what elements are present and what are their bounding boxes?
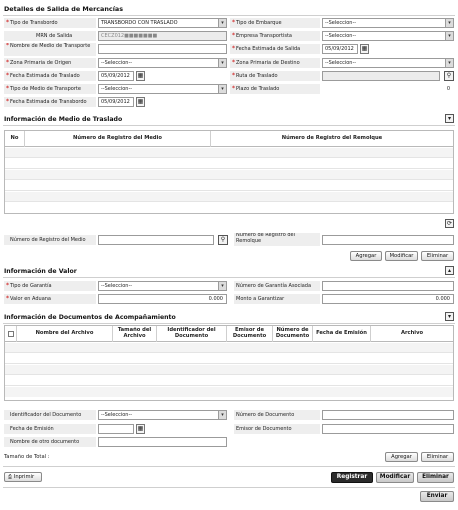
col-fecha: Fecha de Emisión xyxy=(313,326,371,342)
medio-table xyxy=(4,130,454,214)
select-all-checkbox[interactable] xyxy=(8,331,14,337)
documentos-divider xyxy=(3,323,455,324)
ruta-field xyxy=(322,71,440,81)
footer-divider-2 xyxy=(3,487,455,488)
emisor-doc-label: Emisor de Documento xyxy=(234,424,320,434)
fecha-transbordo-input[interactable]: 05/09/2012 xyxy=(98,97,134,107)
emisor-doc-input[interactable] xyxy=(322,424,454,434)
fecha-traslado-input[interactable]: 05/09/2012 xyxy=(98,71,134,81)
tipo-medio-label: *Tipo de Medio de Transporte xyxy=(4,84,96,94)
collapse-icon[interactable]: ▾ xyxy=(445,312,454,321)
mrn-label: MRN de Salida xyxy=(4,31,96,41)
tipo-embarque-select[interactable]: --Seleccion-- ▾ xyxy=(322,18,454,28)
identificador-select[interactable]: --Seleccion-- ▾ xyxy=(98,410,227,420)
chevron-down-icon: ▾ xyxy=(218,59,226,67)
tamano-total-label: Tamaño de Total : xyxy=(4,454,50,460)
plazo-label: *Plazo de Traslado xyxy=(230,84,320,94)
page-title: Detalles de Salida de Mercancías xyxy=(4,5,124,13)
mrn-field: CECZ012■■■■■■■ xyxy=(98,31,227,41)
zona-origen-select[interactable]: --Seleccion-- ▾ xyxy=(98,58,227,68)
agregar-medio-button[interactable]: Agregar xyxy=(350,251,382,261)
tipo-transbordo-label: *Tipo de Transbordo xyxy=(4,18,96,28)
registrar-button[interactable]: Registrar xyxy=(331,472,373,483)
num-garantia-input[interactable] xyxy=(322,281,454,291)
chevron-down-icon: ▾ xyxy=(218,282,226,290)
nombre-medio-label: *Nombre de Medio de Transporte xyxy=(4,43,96,56)
table-row[interactable] xyxy=(5,203,453,213)
eliminar-button[interactable]: Eliminar xyxy=(417,472,454,483)
footer-divider xyxy=(3,466,455,467)
fecha-traslado-label: *Fecha Estimada de Traslado xyxy=(4,71,96,81)
col-identificador: Identificador del Documento xyxy=(157,326,227,342)
fecha-transbordo-label: *Fecha Estimada de Transbordo xyxy=(4,97,96,107)
table-row[interactable] xyxy=(5,192,453,202)
medio-section-title: Información de Medio de Traslado xyxy=(4,116,123,123)
tipo-embarque-label: *Tipo de Embarque xyxy=(230,18,320,28)
chevron-down-icon: ▾ xyxy=(445,19,453,27)
calendar-icon[interactable]: ▦ xyxy=(137,72,144,79)
chevron-down-icon: ▾ xyxy=(218,411,226,419)
documentos-table-header xyxy=(5,326,453,342)
table-row[interactable] xyxy=(5,387,453,397)
table-row[interactable] xyxy=(5,354,453,364)
table-row[interactable] xyxy=(5,365,453,375)
ruta-label: *Ruta de Traslado xyxy=(230,71,320,81)
reg-medio-input[interactable] xyxy=(98,235,214,245)
reg-medio-label: Número de Registro del Medio xyxy=(4,235,96,245)
otro-doc-label: Nombre de otro documento xyxy=(4,437,96,447)
tipo-transbordo-select[interactable]: TRANSBORDO CON TRASLADO ▾ xyxy=(98,18,227,28)
reg-remolque-input[interactable] xyxy=(322,235,454,245)
otro-doc-input[interactable] xyxy=(98,437,227,447)
search-icon[interactable]: ⚲ xyxy=(218,235,228,245)
valor-aduana-input[interactable]: 0.000 xyxy=(98,294,227,304)
zona-origen-label: *Zona Primaria de Origen xyxy=(4,58,96,68)
chevron-down-icon: ▾ xyxy=(218,85,226,93)
col-archivo: Archivo xyxy=(400,330,424,337)
numero-doc-input[interactable] xyxy=(322,410,454,420)
calendar-icon[interactable]: ▦ xyxy=(137,425,144,432)
refresh-icon[interactable]: ⟳ xyxy=(446,220,453,227)
documentos-section-title: Información de Documentos de Acompañamiento xyxy=(4,314,176,321)
tipo-garantia-select[interactable]: --Seleccion-- ▾ xyxy=(98,281,227,291)
table-row[interactable] xyxy=(5,170,453,180)
collapse-icon[interactable]: ▾ xyxy=(445,114,454,123)
table-row[interactable] xyxy=(5,148,453,158)
valor-section-title: Información de Valor xyxy=(4,268,77,275)
documentos-table xyxy=(4,325,454,401)
table-row[interactable] xyxy=(5,181,453,191)
col-numero: Número de Documento xyxy=(273,326,313,342)
reg-remolque-label: Número de Registro del Remolque xyxy=(234,233,320,246)
monto-label: Monto a Garantizar xyxy=(234,294,320,304)
chevron-down-icon: ▾ xyxy=(445,32,453,40)
calendar-icon[interactable]: ▦ xyxy=(137,98,144,105)
table-row[interactable] xyxy=(5,159,453,169)
nombre-medio-input[interactable] xyxy=(98,44,227,54)
num-garantia-label: Número de Garantía Asociada xyxy=(234,281,320,291)
medio-table-header xyxy=(5,131,453,147)
empresa-select[interactable]: --Seleccion-- ▾ xyxy=(322,31,454,41)
modificar-button[interactable]: Modificar xyxy=(376,472,414,483)
col-tamano: Tamaño del Archivo xyxy=(113,326,157,342)
col-select-all xyxy=(5,326,17,342)
col-no: No xyxy=(5,131,25,147)
identificador-label: Identificador del Documento xyxy=(4,410,96,420)
medio-divider xyxy=(3,125,455,126)
table-row[interactable] xyxy=(5,376,453,386)
plazo-field: 0 xyxy=(322,84,454,94)
fecha-salida-input[interactable]: 05/09/2012 xyxy=(322,44,358,54)
monto-input[interactable]: 0.000 xyxy=(322,294,454,304)
col-emisor: Emisor de Documento xyxy=(227,326,273,342)
empresa-label: *Empresa Transportista xyxy=(230,31,320,41)
agregar-doc-button[interactable]: Agregar xyxy=(385,452,418,462)
zona-destino-select[interactable]: --Seleccion-- ▾ xyxy=(322,58,454,68)
valor-aduana-label: *Valor en Aduana xyxy=(4,294,96,304)
valor-divider xyxy=(3,277,455,278)
table-row[interactable] xyxy=(5,343,453,353)
col-nombre: Nombre del Archivo xyxy=(17,326,113,342)
title-divider xyxy=(3,15,455,16)
calendar-icon[interactable]: ▦ xyxy=(361,45,368,52)
eliminar-doc-button[interactable]: Eliminar xyxy=(421,452,454,462)
enviar-button[interactable]: Enviar xyxy=(420,491,454,502)
fecha-emision-input[interactable] xyxy=(98,424,134,434)
col-registro-remolque: Número de Registro del Remolque xyxy=(281,135,383,142)
modificar-medio-button[interactable]: Modificar xyxy=(385,251,418,261)
chevron-down-icon: ▾ xyxy=(218,19,226,27)
search-icon[interactable]: ⚲ xyxy=(444,71,454,81)
chevron-down-icon: ▾ xyxy=(445,59,453,67)
tipo-garantia-label: *Tipo de Garantía xyxy=(4,281,96,291)
printer-icon: ⎙ xyxy=(8,474,13,480)
col-registro-medio: Número de Registro del Medio xyxy=(25,131,211,147)
fecha-salida-label: *Fecha Estimada de Salida xyxy=(230,44,320,54)
fecha-emision-label: Fecha de Emisión xyxy=(4,424,96,434)
imprimir-button[interactable]: ⎙ Inprimir xyxy=(4,472,42,482)
numero-doc-label: Número de Documento xyxy=(234,410,320,420)
tipo-medio-select[interactable]: --Seleccion-- ▾ xyxy=(98,84,227,94)
zona-destino-label: *Zona Primaria de Destino xyxy=(230,58,320,68)
collapse-icon[interactable]: ▴ xyxy=(445,266,454,275)
eliminar-medio-button[interactable]: Eliminar xyxy=(421,251,454,261)
